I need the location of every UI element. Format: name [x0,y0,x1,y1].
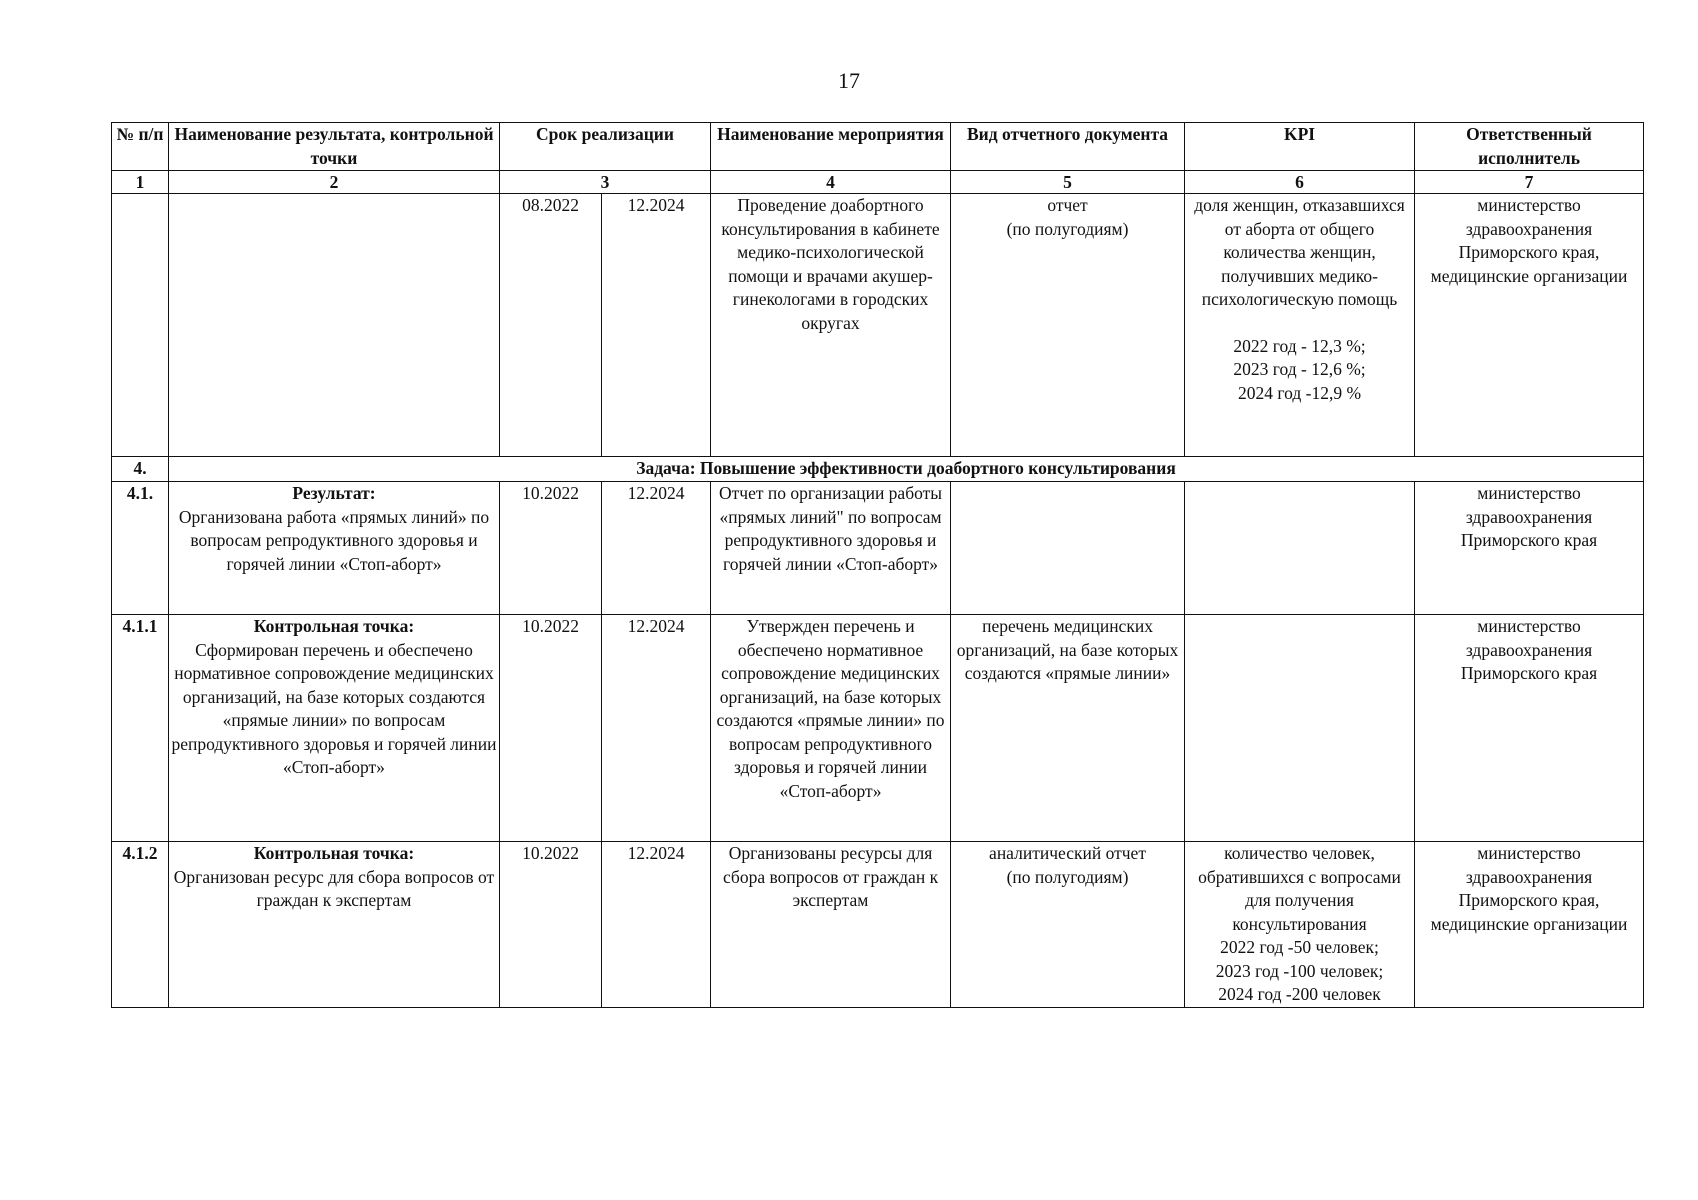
table-row [112,482,1644,615]
kpi-value: 2023 год - 12,6 %; [1233,359,1366,379]
header-doc: Вид отчетного документа [951,123,1185,171]
responsible-cell: министерство здравоохранения Приморского края [1415,482,1644,615]
row-number: 4.1.2 [112,842,169,1008]
event-cell: Проведение доабортного консультирования в кабинете медико-психологической помощи и врачами акушер-гинекологами в городских округах [711,194,951,457]
event-cell: Отчет по организации работы «прямых линий" по вопросам репродуктивного здоровья и горячей линии «Стоп-аборт» [711,482,951,615]
result-label: Результат: [292,483,376,503]
result-text: Организована работа «прямых линий» по вопросам репродуктивного здоровья и горячей линии «Стоп-аборт» [178,506,490,574]
kpi-cell [1185,615,1415,842]
checkpoint-label: Контрольная точка: [253,616,415,636]
column-number: 1 [112,171,169,194]
kpi-value: 2024 год -12,9 % [1237,382,1362,403]
checkpoint-cell [169,615,500,842]
doc-cell: перечень медицинских организаций, на базе которых создаются «прямые линии» [951,615,1185,842]
result-cell [169,482,500,615]
header-name: Наименование результата, контрольной точки [169,123,500,171]
page-number: 17 [838,68,860,93]
responsible-cell: министерство здравоохранения Приморского края, медицинские организации [1415,194,1644,457]
doc-line: отчет [1047,195,1088,215]
end-date: 12.2024 [602,615,711,842]
kpi-value: 2022 год - 12,3 %; [1233,335,1366,356]
kpi-value: 2024 год -200 человек [1218,984,1381,1004]
checkpoint-text: Организован ресурс для сбора вопросов от граждан к экспертам [173,866,495,910]
header-term: Срок реализации [500,123,711,171]
doc-line: (по полугодиям) [1006,218,1129,239]
column-number: 6 [1185,171,1415,194]
end-date: 12.2024 [602,842,711,1008]
doc-cell [951,194,1185,457]
table-row [112,615,1644,842]
plan-table [111,122,1644,1008]
column-number: 7 [1415,171,1644,194]
table-row [112,194,1644,457]
event-cell: Утвержден перечень и обеспечено нормативное сопровождение медицинских организаций, на базе которых создаются «прямые линии» по вопросам репродуктивного здоровья и горячей линии «Стоп-аборт» [711,615,951,842]
doc-cell [951,482,1185,615]
kpi-cell [1185,194,1415,457]
end-date: 12.2024 [602,482,711,615]
checkpoint-cell [169,842,500,1008]
column-number-row [112,171,1644,194]
responsible-cell: министерство здравоохранения Приморского края, медицинские организации [1415,842,1644,1008]
task-title: Задача: Повышение эффективности доабортного консультирования [169,457,1644,482]
header-resp: Ответственный исполнитель [1415,123,1644,171]
checkpoint-label: Контрольная точка: [253,843,415,863]
kpi-value: 2023 год -100 человек; [1215,960,1384,981]
kpi-text: количество человек, обратившихся с вопросами для получения консультирования [1198,843,1401,934]
task-number: 4. [112,457,169,482]
task-row [112,457,1644,482]
column-number: 3 [500,171,711,194]
kpi-cell [1185,842,1415,1008]
responsible-cell: министерство здравоохранения Приморского края [1415,615,1644,842]
header-kpi: KPI [1185,123,1415,171]
start-date: 10.2022 [500,482,602,615]
table-row [112,842,1644,1008]
kpi-text: доля женщин, отказавшихся от аборта от общего количества женщин, получивших медико-психологическую помощь [1194,195,1405,309]
doc-line: (по полугодиям) [1006,866,1129,887]
doc-line: аналитический отчет [989,843,1146,863]
header-num: № п/п [112,123,169,171]
header-event: Наименование мероприятия [711,123,951,171]
checkpoint-text: Сформирован перечень и обеспечено нормативное сопровождение медицинских организаций, на базе которых создаются «прямые линии» по вопросам репродуктивного здоровья и горячей линии «Стоп-аборт» [171,639,497,777]
kpi-cell [1185,482,1415,615]
event-cell: Организованы ресурсы для сбора вопросов от граждан к экспертам [711,842,951,1008]
end-date: 12.2024 [602,194,711,457]
column-number: 5 [951,171,1185,194]
start-date: 10.2022 [500,842,602,1008]
column-number: 4 [711,171,951,194]
row-number [112,194,169,457]
result-cell [169,194,500,457]
start-date: 10.2022 [500,615,602,842]
row-number: 4.1. [112,482,169,615]
row-number: 4.1.1 [112,615,169,842]
column-number: 2 [169,171,500,194]
kpi-value: 2022 год -50 человек; [1220,937,1379,957]
header-row [112,123,1644,171]
doc-cell [951,842,1185,1008]
start-date: 08.2022 [500,194,602,457]
